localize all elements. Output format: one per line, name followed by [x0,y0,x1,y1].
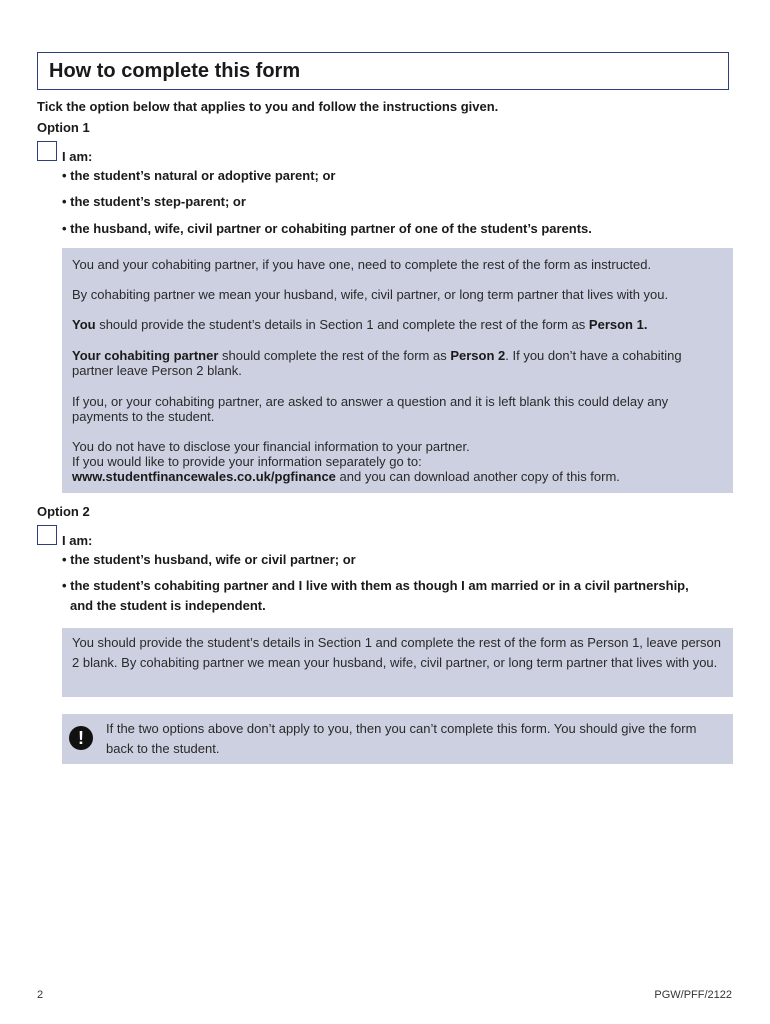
option2-bullet-2-cont: and the student is independent. [70,598,266,613]
option1-bullet-3: • the husband, wife, civil partner or cohabiting partner of one of the student’s parents. [62,221,592,236]
option1-checkbox[interactable] [37,141,57,161]
warning-panel [62,714,733,764]
option1-info-panel [62,248,733,493]
option1-panel-p2: By cohabiting partner we mean your husband, wife, civil partner, or long term partner that lives with you. [72,287,669,302]
exclamation-icon: ! [69,726,93,750]
option1-panel-p6: You do not have to disclose your financial information to your partner. If you would like to provide your information separately go to: www.studentfinancewales.co.uk/pgfinance and you can download another copy of this form. [72,439,620,484]
option1-panel-p5: If you, or your cohabiting partner, are asked to answer a question and it is left blank this could delay any payments to the student. [72,394,669,424]
option2-bullet-1: • the student’s husband, wife or civil partner; or [62,552,356,567]
pgfinance-link[interactable]: www.studentfinancewales.co.uk/pgfinance [72,469,336,484]
option1-panel-p1: You and your cohabiting partner, if you have one, need to complete the rest of the form as instructed. [72,257,652,272]
title-box [37,52,729,90]
option1-label: Option 1 [37,120,90,135]
option2-checkbox[interactable] [37,525,57,545]
option1-i-am: I am: [62,149,93,164]
page-number: 2 [37,989,44,1001]
option2-label: Option 2 [37,504,90,519]
option1-bullet-1: • the student’s natural or adoptive parent; or [62,168,336,183]
option2-i-am: I am: [62,533,93,548]
option1-panel-p4: Your cohabiting partner should complete the rest of the form as Person 2. If you don’t have a cohabiting partner leave Person 2 blank. [72,348,682,378]
option2-bullet-2: • the student’s cohabiting partner and I live with them as though I am married or in a civil partnership, [62,578,689,593]
warning-text: If the two options above don’t apply to you, then you can’t complete this form. You should give the form back to the student. [106,721,697,756]
form-code: PGW/PFF/2122 [654,989,732,1001]
option1-panel-p3: You should provide the student’s details in Section 1 and complete the rest of the form as Person 1. [72,317,648,332]
option2-info-panel [62,628,733,697]
option2-panel-p1: You should provide the student’s details in Section 1 and complete the rest of the form as Person 1, leave person 2 blank. By cohabiting partner we mean your husband, wife, civil partner, or long term partner that lives with you. [72,635,721,670]
intro-text: Tick the option below that applies to you and follow the instructions given. [37,99,499,114]
page-title: How to complete this form [49,60,301,82]
option1-bullet-2: • the student’s step-parent; or [62,194,246,209]
